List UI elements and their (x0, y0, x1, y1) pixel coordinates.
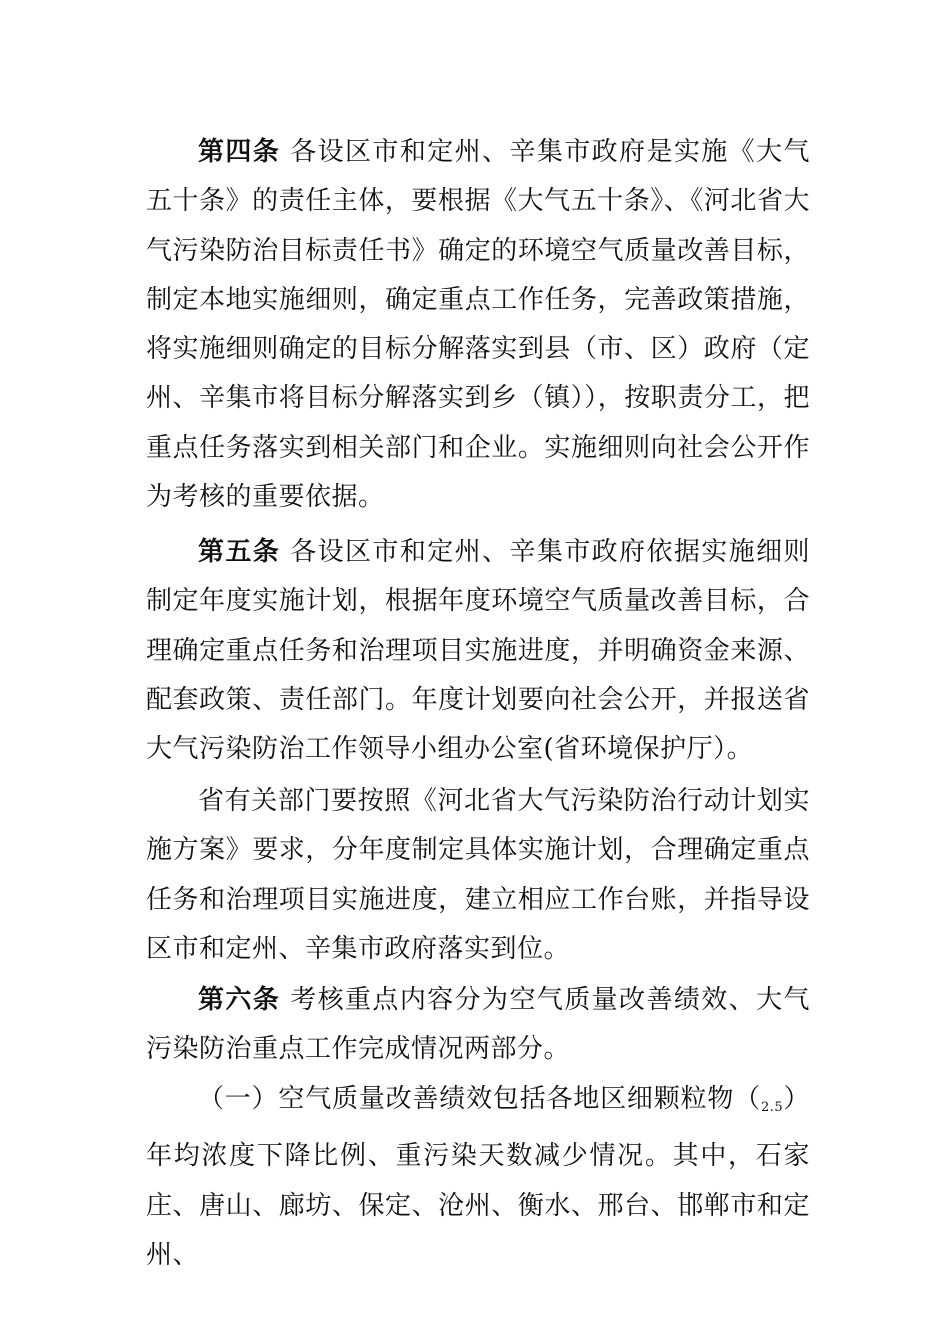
article-text: 各设区市和定州、辛集市政府依据实施细则制定年度实施计划，根据年度环境空气质量改善目标，合理确定重点任务和治理项目实施进度，并明确资金来源、配套政策、责任部门。年度计划要向社会公开，并报送省大气污染防治工作领导小组办公室(省环境保护厅）。 (146, 537, 810, 765)
article-label: 第五条 (198, 537, 281, 567)
article-label: 第六条 (198, 985, 281, 1015)
article-text: 各设区市和定州、辛集市政府是实施《大气五十条》的责任主体，要根据《大气五十条》、《河北省大气污染防治目标责任书》确定的环境空气质量改善目标，制定本地实施细则，确定重点工作任务，完善政策措施，将实施细则确定的目标分解落实到县（市、区）政府（定州、辛集市将目标分解落实到乡（镇）），按职责分工，把重点任务落实到相关部门和企业。实施细则向社会公开作为考核的重要依据。 (146, 137, 810, 513)
item-text-before: （一）空气质量改善绩效包括各地区细颗粒物（ (198, 1084, 761, 1114)
paragraph-item-1 (146, 1075, 810, 1280)
article-label: 第四条 (198, 137, 281, 167)
paragraph-article-4 (146, 128, 810, 522)
pm-subscript: 2.5 (760, 1100, 784, 1115)
paragraph-text: 省有关部门要按照《河北省大气污染防治行动计划实施方案》要求，分年度制定具体实施计划，合理确定重点任务和治理项目实施进度，建立相应工作台账，并指导设区市和定州、辛集市政府落实到位。 (146, 786, 810, 964)
paragraph-provincial-departments (146, 777, 810, 974)
article-text: 考核重点内容分为空气质量改善绩效、大气污染防治重点工作完成情况两部分。 (146, 985, 810, 1065)
paragraph-article-5 (146, 528, 810, 774)
item-text-after: ）年均浓度下降比例、重污染天数减少情况。其中，石家庄、唐山、廊坊、保定、沧州、衡水、邢台、邯郸市和定州、 (146, 1084, 810, 1270)
paragraph-article-6 (146, 976, 810, 1075)
